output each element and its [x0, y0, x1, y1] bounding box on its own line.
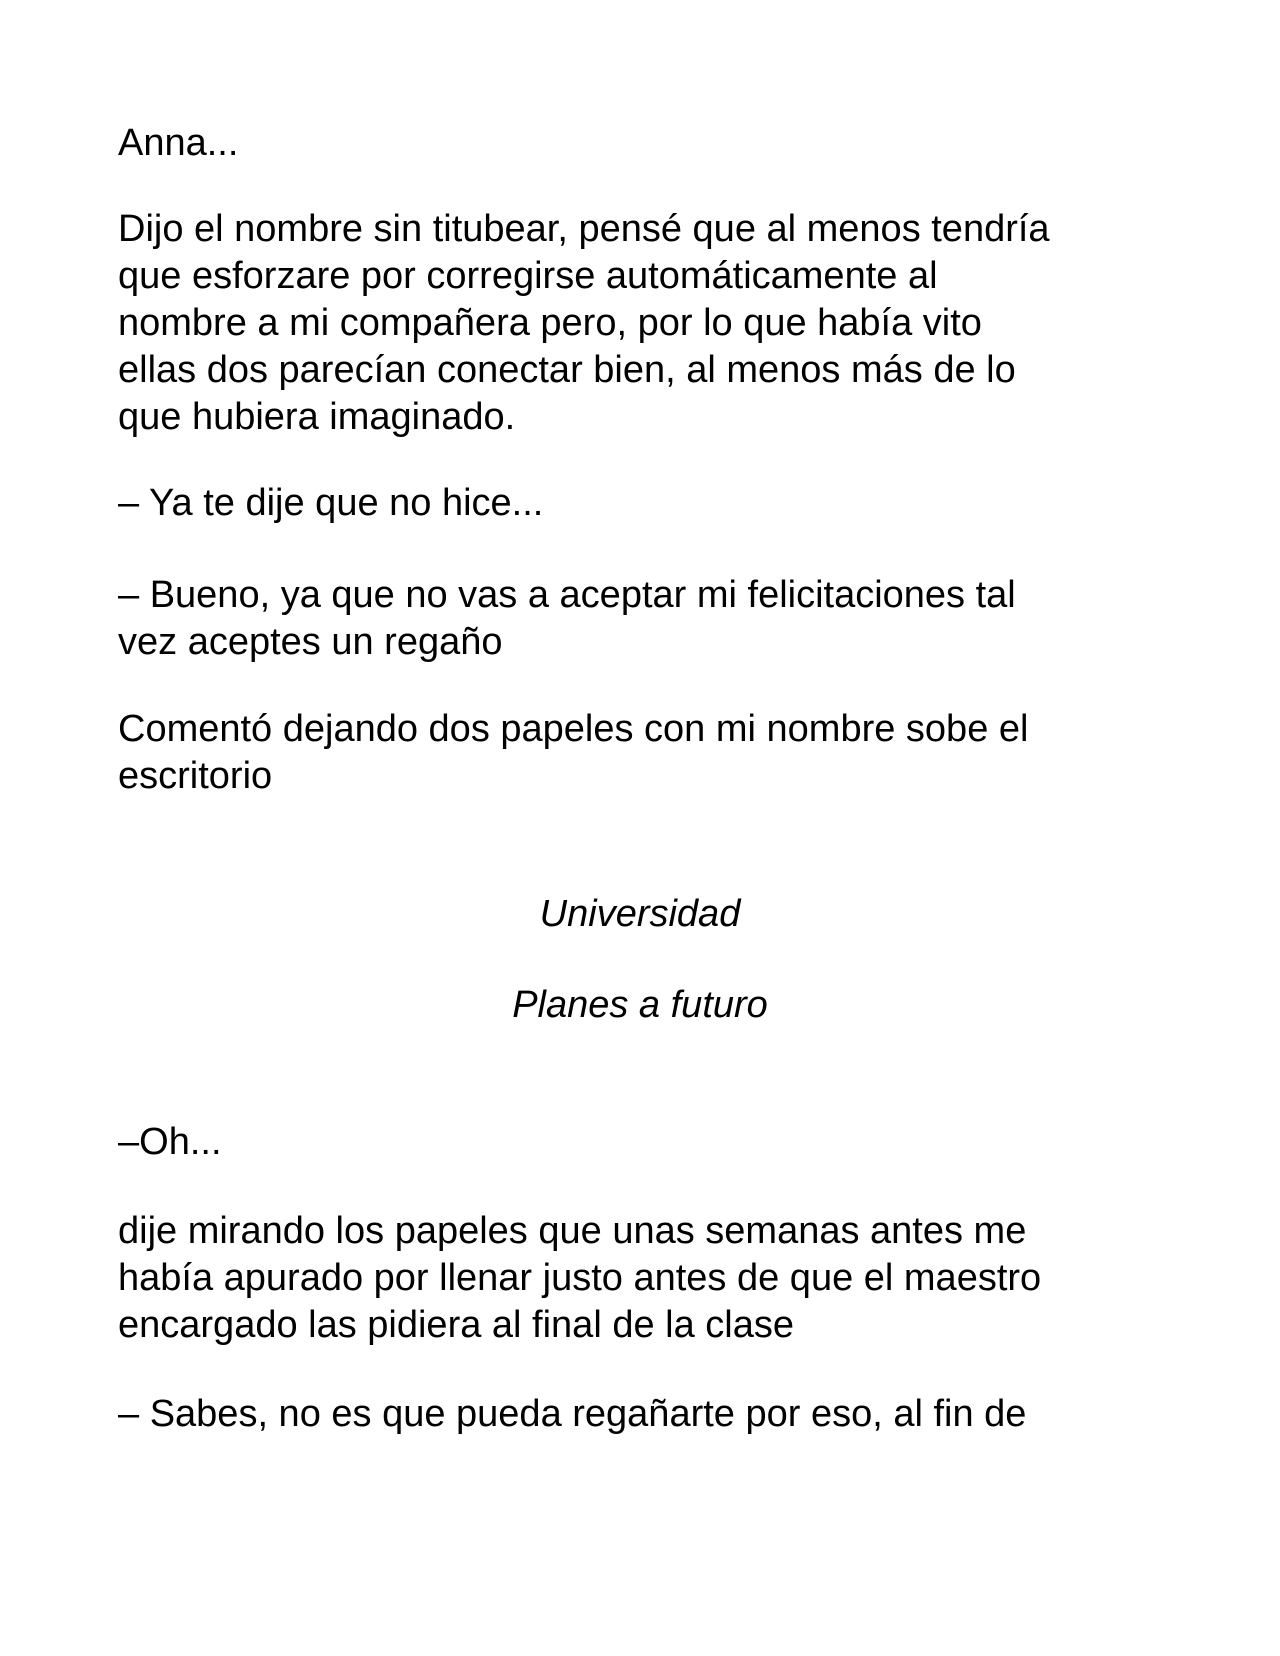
paragraph-line: escritorio — [118, 755, 273, 797]
centered-heading-plans: Planes a futuro — [512, 984, 768, 1026]
paragraph-line: encargado las pidiera al final de la clase — [118, 1304, 794, 1346]
dialogue-line: – Bueno, ya que no vas a aceptar mi felicitaciones tal — [118, 574, 1016, 616]
paragraph-line: Dijo el nombre sin titubear, pensé que al menos tendría — [118, 208, 1050, 250]
paragraph-line: dije mirando los papeles que unas semanas antes me — [118, 1210, 1027, 1252]
dialogue-line: vez aceptes un regaño — [118, 621, 503, 663]
paragraph-line: había apurado por llenar justo antes de que el maestro — [118, 1257, 1042, 1299]
centered-heading-university: Universidad — [539, 893, 741, 935]
dialogue-line: –Oh... — [118, 1121, 222, 1163]
paragraph-line: nombre a mi compañera pero, por lo que había vito — [118, 302, 982, 344]
paragraph-greeting: Anna... — [118, 122, 239, 164]
paragraph-line: que esforzare por corregirse automáticamente al — [118, 255, 938, 297]
paragraph-line: ellas dos parecían conectar bien, al menos más de lo — [118, 349, 1016, 391]
dialogue-line: – Ya te dije que no hice... — [118, 482, 544, 524]
dialogue-line: – Sabes, no es que pueda regañarte por eso, al fin de — [118, 1393, 1027, 1435]
paragraph-line: que hubiera imaginado. — [118, 396, 516, 438]
paragraph-line: Comentó dejando dos papeles con mi nombre sobe el — [118, 708, 1029, 750]
